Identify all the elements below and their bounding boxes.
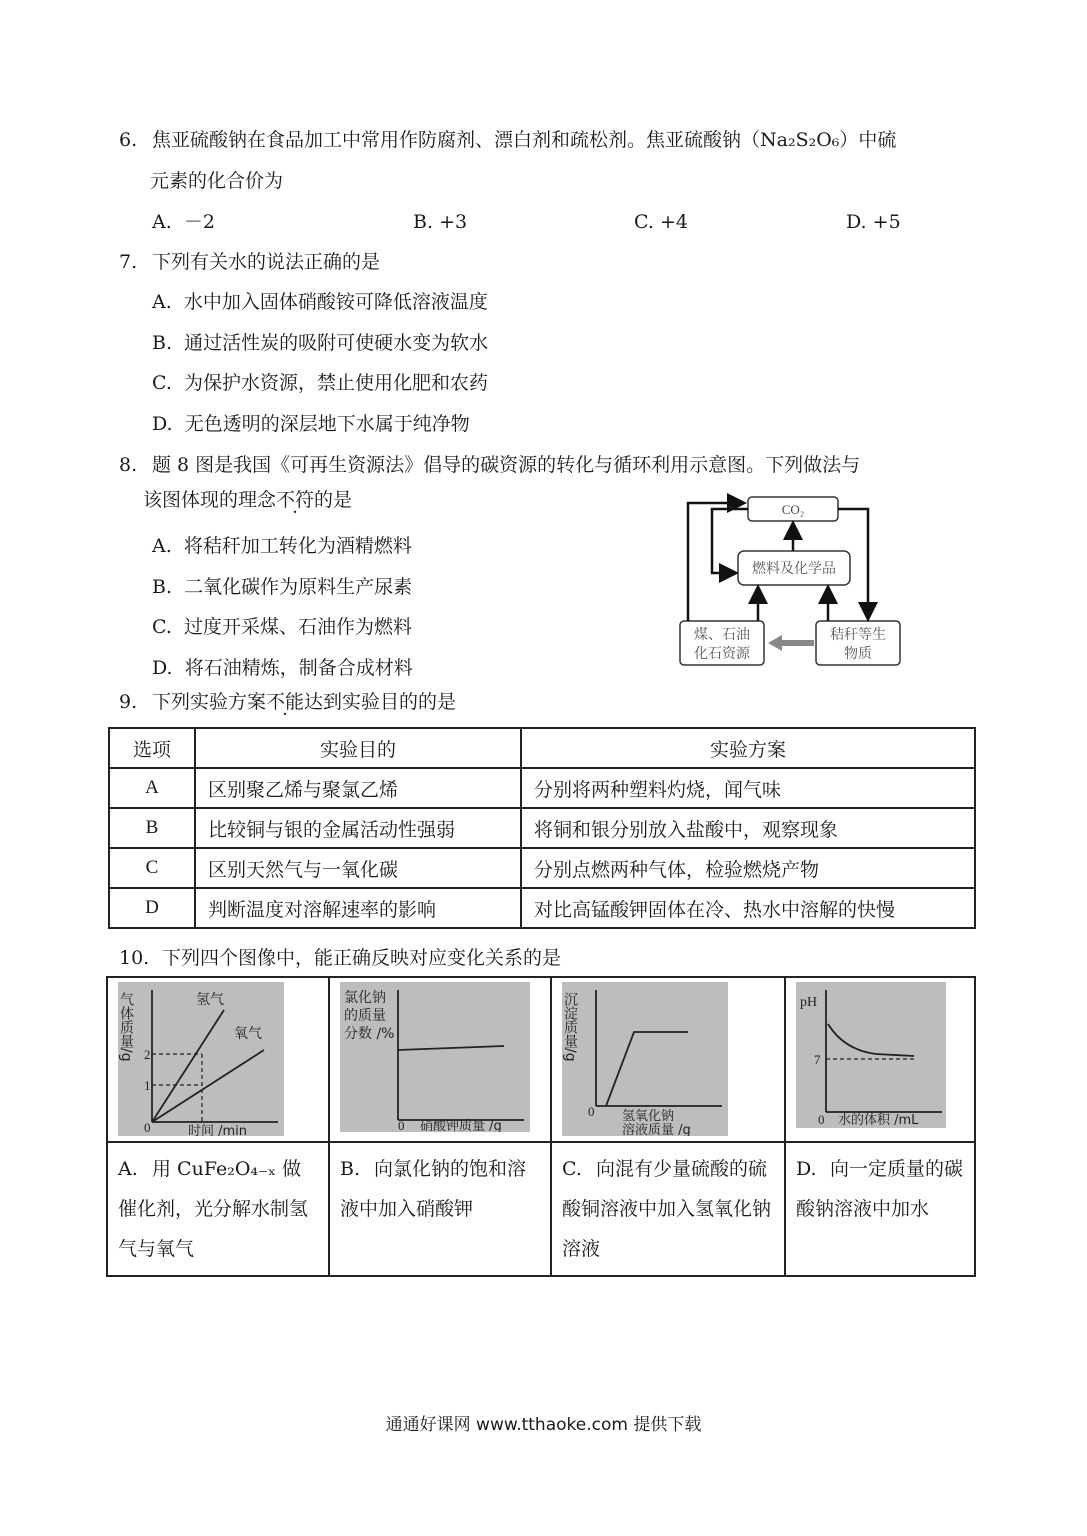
option-row xyxy=(107,1142,975,1276)
fuel-label: 燃料及化学品 xyxy=(752,561,836,577)
q10-option-d: D. 向一定质量的碳酸钠溶液中加水 xyxy=(785,1142,975,1276)
graph-a-series-oxygen: 氧气 xyxy=(234,1026,262,1042)
page-footer: 通通好课网 www.tthaoke.com 提供下载 xyxy=(385,1415,702,1435)
graph-c-ylabel: 沉淀质量/g xyxy=(562,992,578,1062)
table-row xyxy=(109,888,975,928)
graph-d xyxy=(796,982,946,1128)
table-cell: 区别天然气与一氧化碳 xyxy=(195,848,521,888)
table-cell: 分别点燃两种气体，检验燃烧产物 xyxy=(521,848,975,888)
graph-d-ylabel: pH xyxy=(800,995,818,1010)
precipitate-line xyxy=(606,1032,688,1106)
graph-cell-b xyxy=(329,977,551,1142)
graph-d-xlabel: 水的体积 /mL xyxy=(838,1113,919,1128)
table-cell: 将铜和银分别放入盐酸中，观察现象 xyxy=(521,808,975,848)
graph-b-ylabel-3: 分数 /% xyxy=(344,1026,395,1042)
q6-option-b: B. +3 xyxy=(413,211,468,233)
fossil-label-1: 煤、石油 xyxy=(694,627,750,643)
q6-option-c: C. +4 xyxy=(634,211,688,233)
oxygen-line xyxy=(152,1050,264,1122)
q9-number: 9. xyxy=(119,691,138,713)
q8-option-c: C. 过度开采煤、石油作为燃料 xyxy=(152,616,413,638)
graph-cell-a xyxy=(107,977,329,1142)
q8-number: 8. xyxy=(119,454,138,476)
table-cell: C xyxy=(109,848,195,888)
q7-number: 7. xyxy=(119,251,138,273)
graph-b-origin: 0 xyxy=(398,1118,405,1132)
graph-d-tick-7: 7 xyxy=(814,1052,821,1067)
table-row xyxy=(109,808,975,848)
graph-cell-c xyxy=(551,977,785,1142)
q10-number: 10. xyxy=(119,947,150,969)
q7-option-b: B. 通过活性炭的吸附可使硬水变为软水 xyxy=(152,332,489,354)
q6-stem-line1: 焦亚硫酸钠在食品加工中常用作防腐剂、漂白剂和疏松剂。焦亚硫酸钠（Na₂S₂O₆）中硫 xyxy=(152,129,897,151)
q8-stem-line1: 题 8 图是我国《可再生资源法》倡导的碳资源的转化与循环利用示意图。下列做法与 xyxy=(152,454,861,476)
graph-a xyxy=(118,982,284,1136)
table-cell: 对比高锰酸钾固体在冷、热水中溶解的快慢 xyxy=(521,888,975,928)
graph-b-ylabel-2: 的质量 xyxy=(344,1008,386,1024)
q8-option-b: B. 二氧化碳作为原料生产尿素 xyxy=(152,576,413,598)
graph-c xyxy=(562,982,728,1136)
table-cell: 判断温度对溶解速率的影响 xyxy=(195,888,521,928)
table-header: 实验目的 xyxy=(195,728,521,768)
q7-option-d: D. 无色透明的深层地下水属于纯净物 xyxy=(152,413,470,435)
q6-number: 6. xyxy=(119,129,138,151)
arrow-outer-left xyxy=(688,503,742,621)
table-row xyxy=(109,768,975,808)
table-cell: 区别聚乙烯与聚氯乙烯 xyxy=(195,768,521,808)
ph-curve xyxy=(828,1024,914,1056)
q6-option-a: A. －2 xyxy=(152,211,215,233)
table-cell: 分别将两种塑料灼烧，闻气味 xyxy=(521,768,975,808)
q7-option-c: C. 为保护水资源，禁止使用化肥和农药 xyxy=(152,372,489,394)
table-header: 实验方案 xyxy=(521,728,975,768)
q8-stem-line2: 该图体现的理念不符的是 xyxy=(143,489,353,511)
table-row xyxy=(109,848,975,888)
emphasis-text: 不能 xyxy=(266,691,305,713)
emphasis-text: 不符 xyxy=(276,489,315,511)
graph-a-ylabel: 气体质量/g xyxy=(118,992,134,1062)
straw-label-1: 秸秆等生 xyxy=(830,627,886,643)
table-header-row xyxy=(109,728,975,768)
graph-c-origin: 0 xyxy=(588,1104,595,1119)
graph-a-origin: 0 xyxy=(144,1120,151,1135)
table-cell: D xyxy=(109,888,195,928)
arrowhead-straw-to-fossil xyxy=(768,635,782,651)
co2-label: CO₂ xyxy=(781,502,805,517)
q10-table xyxy=(106,976,976,1277)
graph-b xyxy=(340,982,530,1132)
straw-label-2: 物质 xyxy=(844,646,872,662)
graph-a-xlabel: 时间 /min xyxy=(188,1124,248,1136)
hydrogen-line xyxy=(152,1010,224,1122)
q6-stem-line2: 元素的化合价为 xyxy=(150,170,284,192)
q9-table xyxy=(108,727,976,929)
table-cell: B xyxy=(109,808,195,848)
carbon-cycle-diagram xyxy=(676,493,906,671)
graph-c-xlabel-1: 氢氧化钠 xyxy=(622,1109,675,1124)
table-cell: 比较铜与银的金属活动性强弱 xyxy=(195,808,521,848)
table-header: 选项 xyxy=(109,728,195,768)
q7-stem: 下列有关水的说法正确的是 xyxy=(152,251,381,273)
q10-option-b: B. 向氯化钠的饱和溶液中加入硝酸钾 xyxy=(329,1142,551,1276)
q6-option-d: D. +5 xyxy=(846,211,901,233)
graph-a-series-hydrogen: 氢气 xyxy=(196,992,224,1008)
graph-cell-d xyxy=(785,977,975,1142)
q8-option-d: D. 将石油精炼，制备合成材料 xyxy=(152,657,413,679)
q8-option-a: A. 将秸秆加工转化为酒精燃料 xyxy=(152,535,412,557)
fossil-label-2: 化石资源 xyxy=(694,646,750,662)
q10-stem: 下列四个图像中，能正确反映对应变化关系的是 xyxy=(162,947,562,969)
q9-stem: 下列实验方案不能达到实验目的的是 xyxy=(152,691,457,713)
table-cell: A xyxy=(109,768,195,808)
graph-c-xlabel-2: 溶液质量 /g xyxy=(622,1123,691,1136)
q10-option-c: C. 向混有少量硫酸的硫酸铜溶液中加入氢氧化钠溶液 xyxy=(551,1142,785,1276)
graph-row xyxy=(107,977,975,1142)
graph-d-origin: 0 xyxy=(818,1112,825,1127)
graph-b-xlabel: 硝酸钾质量 /g xyxy=(420,1119,502,1132)
graph-a-tick-2: 2 xyxy=(144,1047,151,1062)
graph-b-ylabel-1: 氯化钠 xyxy=(344,990,386,1006)
q7-option-a: A. 水中加入固体硝酸铵可降低溶液温度 xyxy=(152,291,488,313)
q10-option-a: A. 用 CuFe₂O₄₋ₓ 做催化剂，光分解水制氢气与氧气 xyxy=(107,1142,329,1276)
constant-line xyxy=(398,1046,504,1050)
graph-a-tick-1: 1 xyxy=(144,1078,151,1093)
